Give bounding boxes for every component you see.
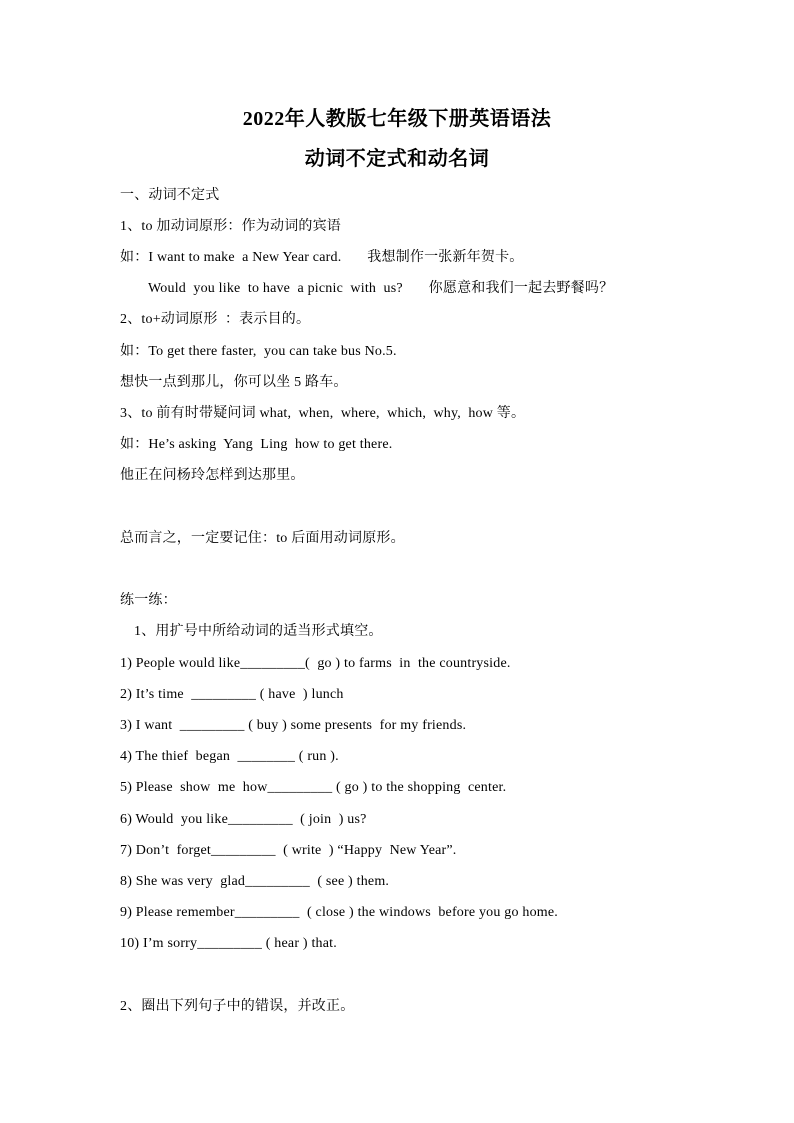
- exercise-item: 1) People would like_________( go ) to farms in the countryside.: [120, 656, 511, 671]
- exercise-item: 3) I want _________ ( buy ) some presents for my friends.: [120, 718, 467, 733]
- document-title: 2022年人教版七年级下册英语语法: [242, 108, 552, 130]
- rule-1-example-1: 如：I want to make a New Year card. 我想制作一张新年贺卡。: [120, 250, 524, 265]
- exercise-item: 2) It’s time _________ ( have ) lunch: [120, 687, 344, 702]
- rule-2-translation: 想快一点到那儿，你可以坐 5 路车。: [120, 375, 348, 390]
- rule-3-translation: 他正在问杨玲怎样到达那里。: [120, 468, 305, 483]
- exercise-1-instruction: 1、用扩号中所给动词的适当形式填空。: [134, 624, 383, 639]
- rule-1-example-2: Would you like to have a picnic with us? 你愿意和我们一起去野餐吗？: [148, 281, 614, 296]
- rule-2: 2、to+动词原形 ：表示目的。: [120, 312, 311, 327]
- rule-1: 1、to 加动词原形：作为动词的宾语: [120, 219, 341, 234]
- document-subtitle: 动词不定式和动名词: [304, 148, 490, 170]
- exercise-item: 9) Please remember_________ ( close ) the windows before you go home.: [120, 905, 558, 920]
- exercise-item: 6) Would you like_________ ( join ) us?: [120, 812, 367, 827]
- exercise-item: 7) Don’t forget_________ ( write ) “Happy New Year”.: [120, 843, 457, 858]
- exercise-item: 8) She was very glad_________ ( see ) them.: [120, 874, 390, 889]
- rule-3-example: 如：He’s asking Yang Ling how to get there.: [120, 437, 393, 452]
- rule-3: 3、to 前有时带疑问词 what, when, where, which, why, how 等。: [120, 406, 526, 421]
- exercise-item: 4) The thief began ________ ( run ).: [120, 749, 339, 764]
- exercise-2-instruction: 2、圈出下列句子中的错误，并改正。: [120, 999, 355, 1014]
- practice-heading: 练一练：: [120, 593, 177, 608]
- section-heading-infinitive: 一、动词不定式: [120, 188, 220, 203]
- rule-2-example: 如：To get there faster, you can take bus No.5.: [120, 344, 397, 359]
- summary-note: 总而言之，一定要记住：to 后面用动词原形。: [120, 531, 405, 546]
- exercise-item: 10) I’m sorry_________ ( hear ) that.: [120, 936, 337, 951]
- exercise-item: 5) Please show me how_________ ( go ) to the shopping center.: [120, 780, 507, 795]
